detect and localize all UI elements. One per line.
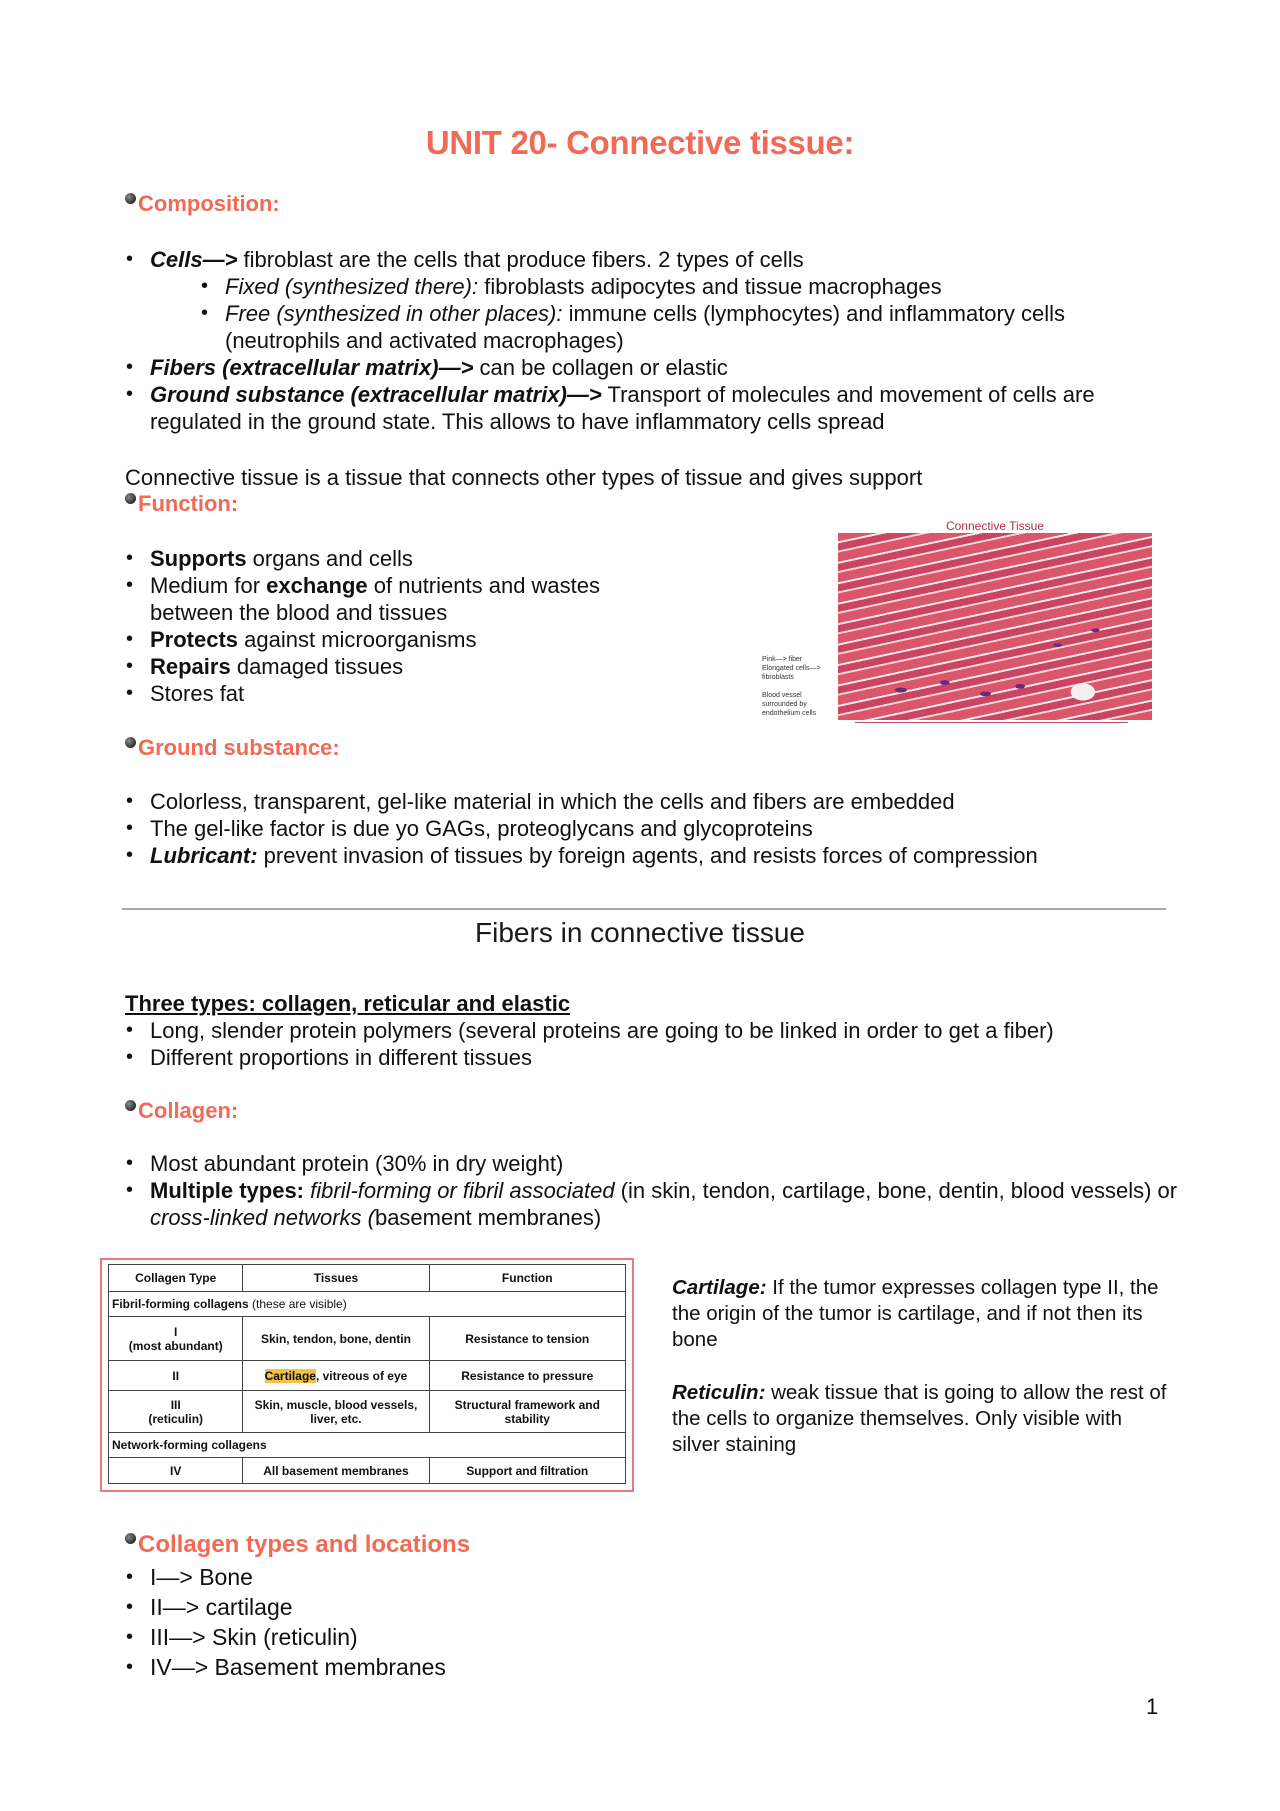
collagen-type-table	[108, 1264, 626, 1484]
label-line: Blood vessel	[762, 692, 802, 699]
fixed-text: fibroblasts adipocytes and tissue macrophages	[478, 274, 942, 299]
collagen-list	[125, 1150, 1185, 1231]
item-text: The gel-like factor is due yo GAGs, proteoglycans and glycoproteins	[150, 816, 813, 841]
type-value: III	[170, 1397, 181, 1412]
page-title: UNIT 20- Connective tissue:	[425, 124, 855, 161]
figure-underline	[855, 722, 1128, 723]
item-pre: Stores fat	[150, 681, 245, 706]
ground-substance-list	[125, 788, 1185, 869]
table-group-row	[109, 1292, 626, 1317]
cell-tissues: All basement membranes	[243, 1458, 429, 1484]
label-line: endothelium cells	[762, 710, 817, 717]
cell-function: Resistance to pressure	[429, 1361, 625, 1391]
item-post: damaged tissues	[230, 654, 404, 679]
bullet-ball-icon	[125, 193, 136, 204]
group-label: Fibril-forming collagens	[112, 1297, 249, 1311]
item-post: organs and cells	[246, 546, 413, 571]
reticulin-text: weak tissue that is going to allow the rest of the cells to organize themselves. Only visible with silver staining	[672, 1381, 1167, 1456]
free-label: Free (synthesized in other places):	[225, 301, 563, 326]
header-tissues: Tissues	[243, 1265, 429, 1292]
cell-function: Support and filtration	[429, 1458, 625, 1484]
function-heading-text: Function:	[138, 491, 239, 516]
label-line: surrounded by	[762, 701, 807, 708]
list-item	[200, 300, 1175, 354]
ground-substance-heading	[125, 735, 340, 761]
cartilage-note	[672, 1275, 1172, 1353]
composition-heading-text: Composition:	[138, 191, 280, 216]
list-item	[125, 246, 1175, 354]
ground-text: Transport of molecules and movement of cells are regulated in the ground state. This allows to have inflammatory cells spread	[150, 382, 1095, 434]
composition-heading	[125, 191, 280, 217]
list-item: • I—> Bone	[125, 1562, 446, 1592]
connective-summary: Connective tissue is a tissue that connects other types of tissue and gives support	[125, 465, 923, 490]
tissues-value: , vitreous of eye	[315, 1368, 408, 1383]
item-bold: Supports	[150, 546, 247, 571]
highlighted-cartilage: Cartilage	[264, 1368, 316, 1383]
bullet-ball-icon	[125, 493, 136, 504]
list-item: • II—> cartilage	[125, 1592, 446, 1622]
ground-label: Ground substance (extracellular matrix)—>	[150, 382, 602, 407]
free-text: immune cells (lymphocytes) and inflammatory cells (neutrophils and activated macrophages)	[225, 301, 1065, 353]
list-item	[125, 1177, 1185, 1231]
collagen-heading	[125, 1098, 238, 1124]
list-item	[125, 842, 1185, 869]
bullet-ball-icon	[125, 737, 136, 748]
function-heading	[125, 491, 238, 517]
fibers-list	[125, 1017, 1185, 1071]
ground-substance-heading-text: Ground substance:	[138, 735, 340, 760]
list-item	[125, 545, 665, 572]
list-item	[125, 680, 665, 707]
cell-tissues	[243, 1317, 429, 1361]
reticulin-note	[672, 1380, 1172, 1458]
table-group-row	[109, 1433, 626, 1458]
network-forming-group: Network-forming collagens	[109, 1433, 626, 1458]
cell-tissues: Skin, muscle, blood vessels, liver, etc.	[243, 1391, 429, 1433]
figure-caption: Connective Tissue	[945, 519, 1045, 533]
three-types-subheading: Three types: collagen, reticular and elastic	[125, 991, 571, 1016]
list-item	[125, 626, 665, 653]
lubricant-label: Lubricant:	[150, 843, 258, 868]
cells-label: Cells—>	[150, 247, 238, 272]
item-text: Colorless, transparent, gel-like material in which the cells and fibers are embedded	[150, 789, 955, 814]
locations-heading-text: Collagen types and locations	[138, 1531, 471, 1558]
reticulin-label: Reticulin:	[672, 1381, 766, 1404]
cells-text: fibroblast are the cells that produce fibers. 2 types of cells	[237, 247, 804, 272]
figure-label-vessel	[762, 691, 816, 718]
type-note: (reticulin)	[148, 1411, 204, 1426]
list-item	[125, 788, 1185, 815]
list-item: • Long, slender protein polymers (several proteins are going to be linked in order to get a fiber)	[125, 1017, 1185, 1044]
list-item: • Most abundant protein (30% in dry weight)	[125, 1150, 1185, 1177]
label-line: fibroblasts	[762, 674, 794, 681]
list-item	[125, 572, 665, 626]
cartilage-label: Cartilage:	[672, 1276, 767, 1299]
function-list	[125, 545, 665, 707]
fibers-section-title: Fibers in connective tissue	[475, 917, 805, 948]
basement-text: basement membranes)	[374, 1205, 602, 1230]
fibril-forming-group	[109, 1292, 626, 1317]
list-item	[125, 381, 1175, 435]
table-header-row	[109, 1265, 626, 1292]
cells-sublist	[200, 273, 1175, 354]
list-item	[125, 815, 1185, 842]
cross-linked-text: cross-linked networks (	[150, 1205, 375, 1230]
fixed-label: Fixed (synthesized there):	[225, 274, 479, 299]
table-row	[109, 1391, 626, 1433]
cell-type: IV	[109, 1458, 243, 1484]
label-line: Pink—> fiber	[762, 656, 803, 663]
page-number: 1	[1146, 1694, 1159, 1719]
lubricant-text: prevent invasion of tissues by foreign agents, and resists forces of compression	[257, 843, 1038, 868]
table-row	[109, 1317, 626, 1361]
collagen-heading-text: Collagen:	[138, 1098, 239, 1123]
composition-list	[125, 246, 1175, 435]
type-value: I	[174, 1324, 178, 1339]
item-bold: Repairs	[150, 654, 231, 679]
collagen-locations-text: (in skin, tendon, cartilage, bone, dentin, blood vessels) or	[614, 1178, 1178, 1203]
item-post: against microorganisms	[238, 627, 477, 652]
cell-tissues	[243, 1361, 429, 1391]
cell-function: Resistance to tension	[429, 1317, 625, 1361]
cartilage-text: If the tumor expresses collagen type II, the the origin of the tumor is cartilage, and if not then its bone	[672, 1276, 1159, 1351]
collagen-table-frame	[100, 1258, 634, 1492]
table-row	[109, 1361, 626, 1391]
connective-tissue-micrograph	[838, 533, 1152, 720]
label-line: Elongated cells—>	[762, 665, 821, 672]
fibers-text: can be collagen or elastic	[473, 355, 728, 380]
list-item	[125, 653, 665, 680]
figure-label-fiber	[762, 655, 821, 682]
list-item	[125, 354, 1175, 381]
item-bold: exchange	[266, 573, 368, 598]
locations-list	[125, 1562, 446, 1682]
cell-type	[109, 1391, 243, 1433]
section-divider	[122, 908, 1166, 910]
header-collagen-type: Collagen Type	[109, 1265, 243, 1292]
multiple-types-label: Multiple types:	[150, 1178, 305, 1203]
item-post: of nutrients and wastes between the blood and tissues	[150, 573, 601, 625]
list-item: • Different proportions in different tissues	[125, 1044, 1185, 1071]
list-item: • IV—> Basement membranes	[125, 1652, 446, 1682]
table-row	[109, 1458, 626, 1484]
fibers-label: Fibers (extracellular matrix)—>	[150, 355, 474, 380]
locations-heading	[125, 1531, 470, 1559]
tissues-value: Skin, tendon, bone, dentin	[260, 1331, 411, 1346]
cell-function: Structural framework and stability	[429, 1391, 625, 1433]
cell-type	[109, 1317, 243, 1361]
cell-type: II	[109, 1361, 243, 1391]
group-note: (these are visible)	[248, 1297, 347, 1311]
item-bold: Protects	[150, 627, 239, 652]
type-note: (most abundant)	[128, 1338, 223, 1353]
header-function: Function	[429, 1265, 625, 1292]
bullet-ball-icon	[125, 1533, 136, 1544]
list-item	[200, 273, 1175, 300]
item-pre: Medium for	[150, 573, 267, 598]
fibril-forming-text: fibril-forming or fibril associated	[304, 1178, 615, 1203]
list-item: • III—> Skin (reticulin)	[125, 1622, 446, 1652]
bullet-ball-icon	[125, 1100, 136, 1111]
